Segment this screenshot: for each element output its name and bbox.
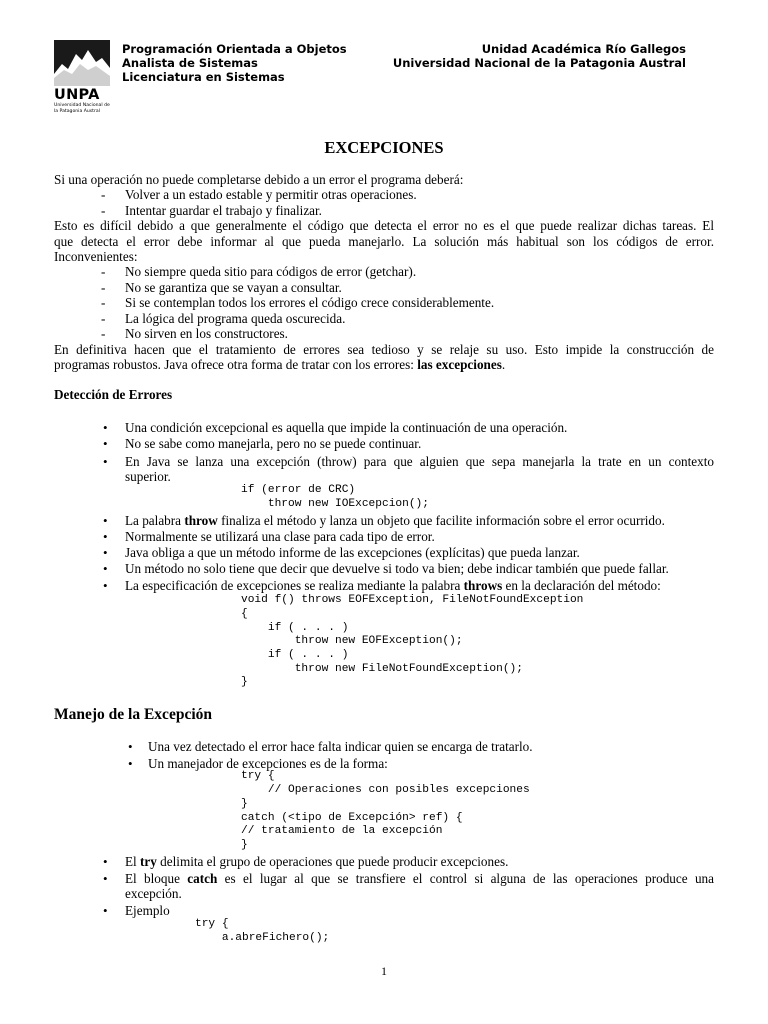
list-item: La lógica del programa queda oscurecida. xyxy=(125,311,346,326)
paragraph-line xyxy=(54,357,505,372)
bullet-icon: • xyxy=(103,454,108,469)
bold-text: las excepciones xyxy=(417,357,502,372)
code-line: // tratamiento de la excepción xyxy=(241,825,443,837)
bullet-icon: • xyxy=(103,545,108,560)
header-unit: Unidad Académica Río Gallegos xyxy=(481,42,686,56)
dash-marker: - xyxy=(101,311,106,326)
dash-marker: - xyxy=(101,203,106,218)
text-run: finaliza el método y lanza un objeto que facilite información sobre el error ocurrido. xyxy=(217,513,665,528)
code-line: throw new EOFException(); xyxy=(241,635,463,647)
bullet-item xyxy=(125,578,661,593)
section-heading-manejo: Manejo de la Excepción xyxy=(54,706,212,723)
code-line: } xyxy=(241,676,248,688)
header-left xyxy=(122,42,347,84)
intro-line: Si una operación no puede completarse debido a un error el programa deberá: xyxy=(54,172,464,187)
list-item: No sirven en los constructores. xyxy=(125,326,288,341)
code-line: { xyxy=(241,608,248,620)
dash-marker: - xyxy=(101,295,106,310)
mountain-logo-icon xyxy=(54,40,110,86)
bold-text: throws xyxy=(463,578,503,593)
text-run: programas robustos. Java ofrece otra forma de tratar con los errores: xyxy=(54,357,418,372)
bullet-item: Un método no solo tiene que decir que devuelve si todo va bien; debe indicar también que puede fallar. xyxy=(125,561,669,576)
bullet-item: Una condición excepcional es aquella que impide la continuación de una operación. xyxy=(125,420,568,435)
dash-marker: - xyxy=(101,280,106,295)
dash-marker: - xyxy=(101,264,106,279)
bold-text: try xyxy=(140,854,157,869)
header-career-1: Analista de Sistemas xyxy=(122,56,258,70)
header-career-2: Licenciatura en Sistemas xyxy=(122,70,285,84)
bold-text: catch xyxy=(187,871,218,886)
bullet-icon: • xyxy=(103,436,108,451)
bullet-icon: • xyxy=(128,756,133,771)
bullet-icon: • xyxy=(103,561,108,576)
code-line: catch (<tipo de Excepción> ref) { xyxy=(241,812,463,824)
page-number: 1 xyxy=(381,964,387,978)
paragraph-line: Inconvenientes: xyxy=(54,249,138,264)
text-run: . xyxy=(501,357,506,372)
text-run: delimita el grupo de operaciones que puede producir excepciones. xyxy=(156,854,509,869)
logo-subtitle: Universidad Nacional de la Patagonia Austral xyxy=(54,103,110,114)
text-run: en la declaración del método: xyxy=(502,578,661,593)
list-item: Si se contemplan todos los errores el código crece considerablemente. xyxy=(125,295,495,310)
code-line: } xyxy=(241,798,248,810)
logo-text: UNPA xyxy=(54,87,100,103)
bullet-item xyxy=(125,854,508,869)
bullet-icon: • xyxy=(103,420,108,435)
code-line: try { xyxy=(241,770,275,782)
code-line: a.abreFichero(); xyxy=(195,932,330,944)
code-line: throw new FileNotFoundException(); xyxy=(241,663,523,675)
paragraph-line: que detecta el error debe informar al que pueda manejarlo. La solución más habitual son los códigos de error. xyxy=(54,234,714,249)
bullet-item: Normalmente se utilizará una clase para cada tipo de error. xyxy=(125,529,435,544)
bullet-icon: • xyxy=(103,529,108,544)
list-item: No se garantiza que se vayan a consultar. xyxy=(125,280,342,295)
dash-marker: - xyxy=(101,326,106,341)
header-right xyxy=(380,42,686,70)
text-run: El xyxy=(125,854,141,869)
list-item: No siempre queda sitio para códigos de error (getchar). xyxy=(125,264,417,279)
bullet-item xyxy=(125,871,714,886)
code-line: if (error de CRC) xyxy=(241,484,356,496)
bullet-item: Una vez detectado el error hace falta indicar quien se encarga de tratarlo. xyxy=(148,739,533,754)
bullet-item: No se sabe como manejarla, pero no se puede continuar. xyxy=(125,436,422,451)
page-title: EXCEPCIONES xyxy=(324,138,444,157)
list-item: Intentar guardar el trabajo y finalizar. xyxy=(125,203,322,218)
code-line: throw new IOExcepcion(); xyxy=(241,498,429,510)
bullet-item: Ejemplo xyxy=(125,903,170,918)
bullet-icon: • xyxy=(103,513,108,528)
code-line: if ( . . . ) xyxy=(241,649,349,661)
paragraph-line: En definitiva hacen que el tratamiento de errores sea tedioso y se relaje su uso. Esto impide la construcción de xyxy=(54,342,714,357)
dash-marker: - xyxy=(101,187,106,202)
unpa-logo xyxy=(54,40,110,122)
bullet-item: Un manejador de excepciones es de la forma: xyxy=(148,756,388,771)
text-run: La especificación de excepciones se realiza mediante la palabra xyxy=(125,578,464,593)
bullet-item-cont: excepción. xyxy=(125,886,182,901)
text-run: La palabra xyxy=(125,513,185,528)
code-line: if ( . . . ) xyxy=(241,622,349,634)
code-line: } xyxy=(241,839,248,851)
bullet-icon: • xyxy=(128,739,133,754)
bullet-item: Java obliga a que un método informe de las excepciones (explícitas) que pueda lanzar. xyxy=(125,545,580,560)
bullet-icon: • xyxy=(103,578,108,593)
paragraph-line: Esto es difícil debido a que generalmente el código que detecta el error no es el que puede realizar dichas tareas. El xyxy=(54,218,714,233)
header-university: Universidad Nacional de la Patagonia Austral xyxy=(392,56,686,70)
bullet-icon: • xyxy=(103,903,108,918)
bullet-item xyxy=(125,513,665,528)
code-line: try { xyxy=(195,918,229,930)
bold-text: throw xyxy=(184,513,218,528)
header-course: Programación Orientada a Objetos xyxy=(122,42,347,56)
text-run: El bloque xyxy=(125,871,188,886)
section-heading-deteccion: Detección de Errores xyxy=(54,387,173,402)
bullet-item-cont: superior. xyxy=(125,469,171,484)
bullet-item: En Java se lanza una excepción (throw) para que alguien que sepa manejarla la trate en un contexto xyxy=(125,454,714,469)
text-run: es el lugar al que se transfiere el control si alguna de las operaciones produce una xyxy=(217,871,714,886)
list-item: Volver a un estado estable y permitir otras operaciones. xyxy=(125,187,417,202)
code-line: // Operaciones con posibles excepciones xyxy=(241,784,530,796)
bullet-icon: • xyxy=(103,854,108,869)
code-line: void f() throws EOFException, FileNotFoundException xyxy=(241,594,584,606)
bullet-icon: • xyxy=(103,871,108,886)
